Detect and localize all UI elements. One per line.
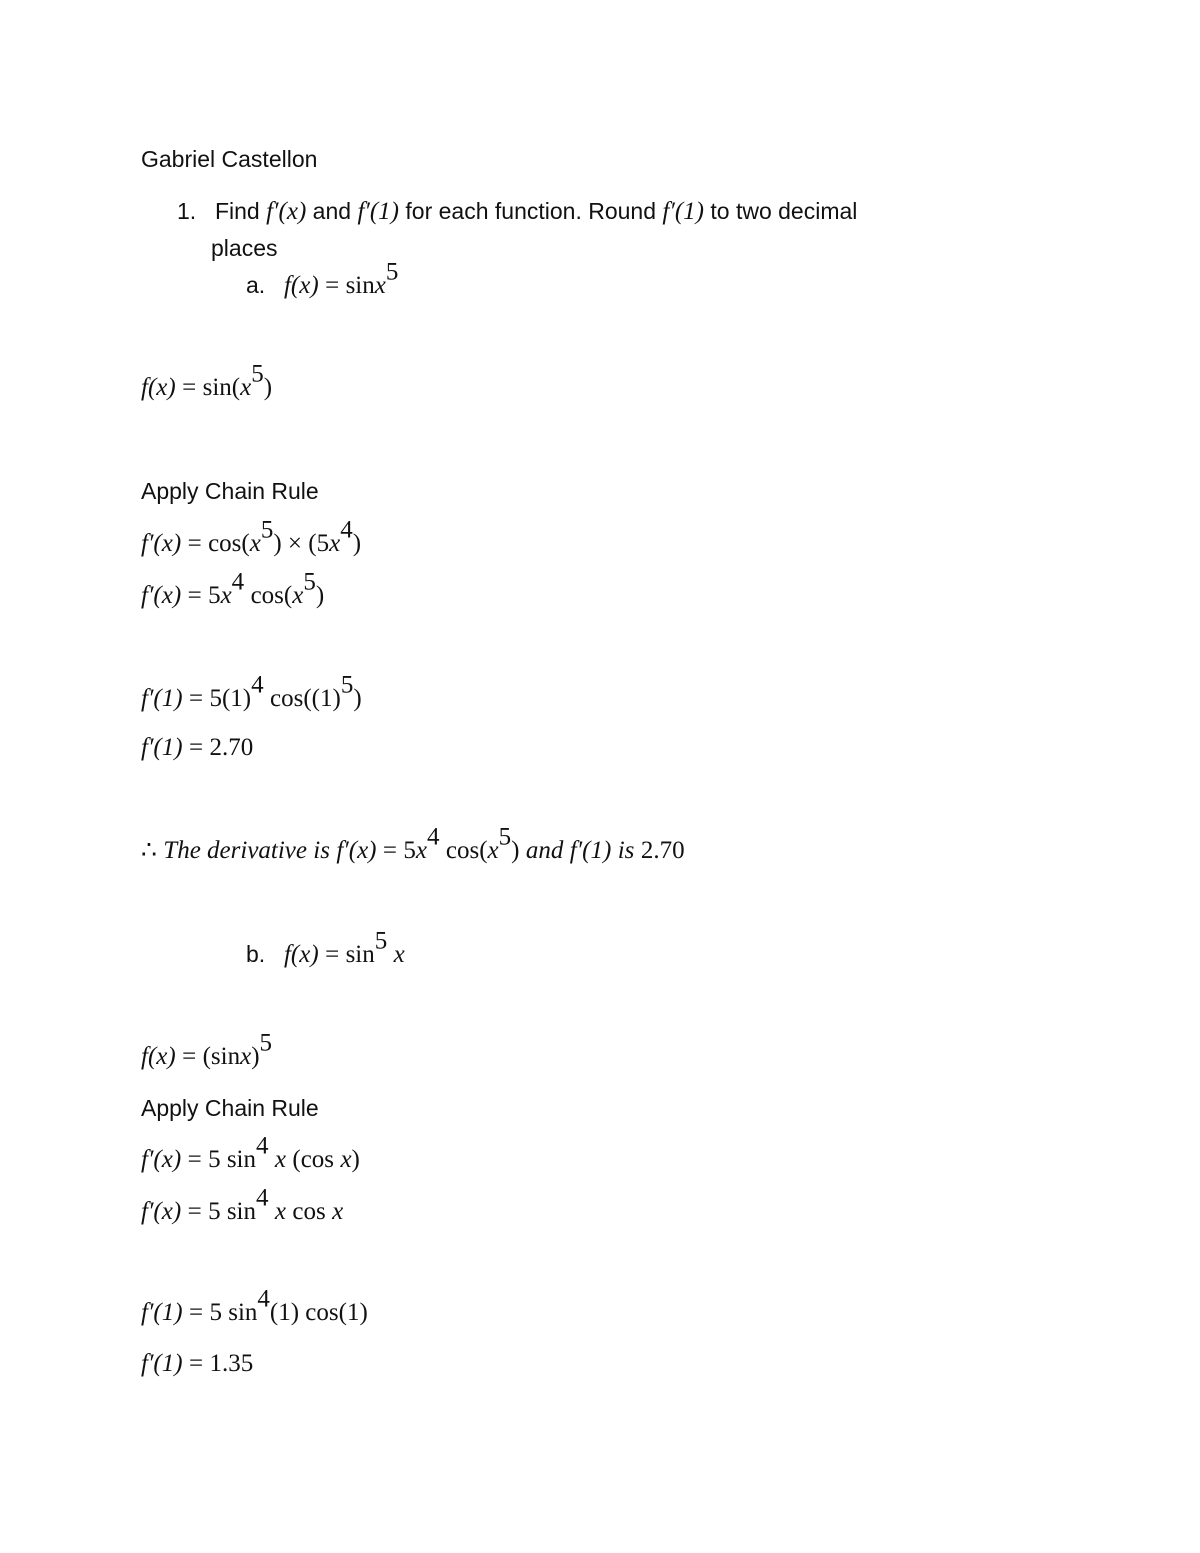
part-a-rewrite: $f(x) = \sin(x^5)$	[141, 360, 273, 401]
part-b-function: b. $f(x) = \sin^5 x$	[246, 927, 405, 968]
question-1-prompt-cont: places	[211, 235, 278, 261]
part-b-step-2: f′(x) = 5 $\sin^4 x$ cos x	[141, 1184, 344, 1225]
part-b-rewrite: $f(x) = (\sin x)^5$	[141, 1029, 273, 1070]
part-a-step-2: $f'(x) = 5x^4$ $\cos(x^5)$	[141, 568, 325, 609]
part-b-rule-label: Apply Chain Rule	[141, 1095, 319, 1121]
question-number: 1.	[177, 198, 197, 224]
part-a-step-1: $f'(x) = \cos(x^5) \times (5x^4)$	[141, 516, 362, 557]
part-b-step-1: f′(x) = 5 $\sin^4 x$ (cos x)	[141, 1132, 360, 1173]
part-b-eval-1: f′(1) = 5 $\sin^4(1)$ cos(1)	[141, 1285, 368, 1326]
part-a-eval-1: $f'(1) = 5(1)^4$ $\cos((1)^5)$	[141, 671, 362, 712]
part-a-rule-label: Apply Chain Rule	[141, 478, 319, 504]
therefore-symbol: ∴	[141, 837, 157, 864]
part-a-conclusion: ∴ The derivative is $f'(x) = 5x^4$ $\cos(x^5)$ and f′(1) is 2.70	[141, 823, 685, 864]
part-a-label: a.	[246, 272, 266, 298]
question-1-prompt: 1. Find f′(x) and f′(1) for each function. Round f′(1) to two decimal	[177, 198, 858, 225]
part-a-function: a. f(x) = sinx$^5$	[246, 258, 399, 299]
part-b-eval-2: f′(1) = 1.35	[141, 1350, 254, 1377]
part-a-eval-2: f′(1) = 2.70	[141, 734, 254, 761]
author-name: Gabriel Castellon	[141, 146, 318, 172]
part-b-label: b.	[246, 941, 266, 967]
